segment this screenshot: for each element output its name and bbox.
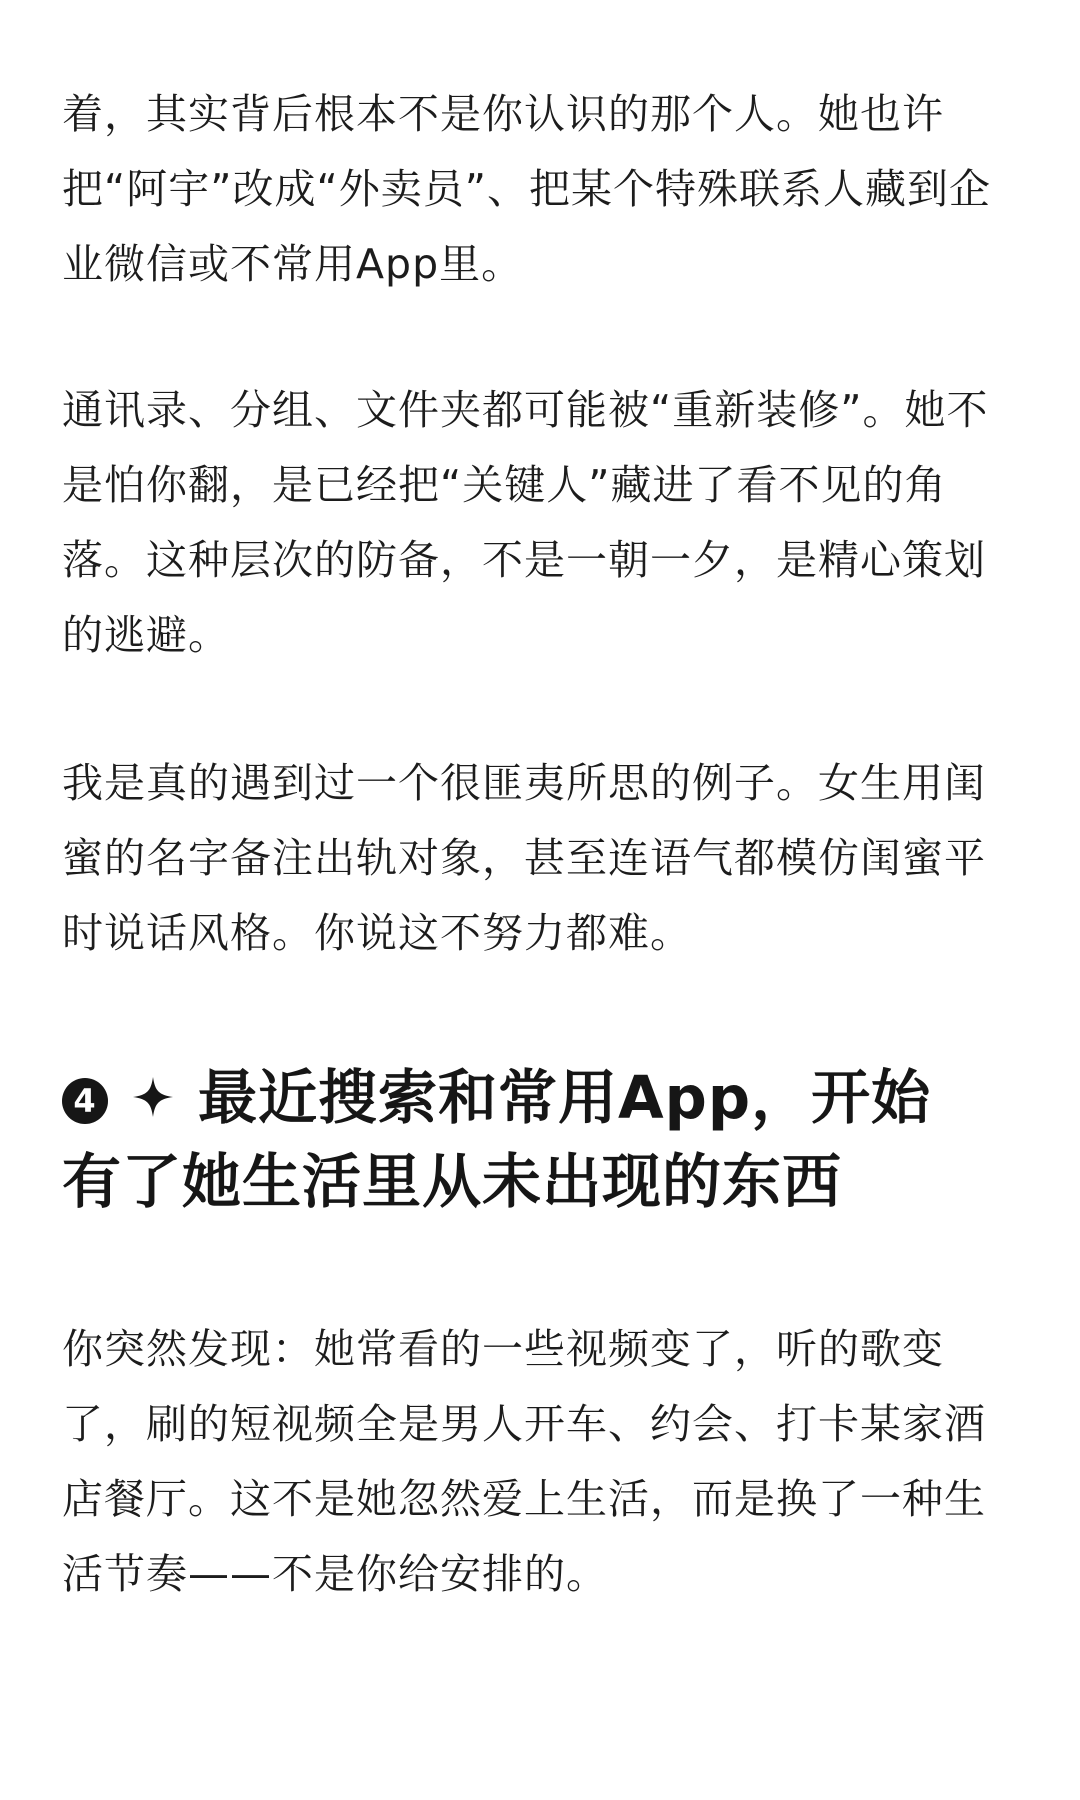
section-heading-text-1: 最近搜索和常用App，开始 — [198, 1063, 932, 1132]
paragraph-line: 把“阿宇”改成“外卖员”、把某个特殊联系人藏到企 — [62, 165, 991, 213]
paragraph-line: 通讯录、分组、文件夹都可能被“重新装修”。她不 — [62, 386, 989, 434]
paragraph-line: 店餐厅。这不是她忽然爱上生活，而是换了一种生 — [62, 1475, 986, 1523]
paragraph-example — [62, 746, 986, 971]
paragraph-hidden-folders — [62, 373, 988, 673]
paragraph-line: 我是真的遇到过一个很匪夷所思的例子。女生用闺 — [62, 759, 986, 807]
paragraph-line: 是怕你翻，是已经把“关键人”藏进了看不见的角 — [62, 461, 947, 509]
section-number-badge: 4 — [62, 1078, 108, 1124]
paragraph-line: 业微信或不常用App里。 — [62, 240, 524, 288]
paragraph-new-interests — [62, 1312, 986, 1612]
paragraph-line: 时说话风格。你说这不努力都难。 — [62, 909, 692, 957]
paragraph-line: 你突然发现：她常看的一些视频变了，听的歌变 — [62, 1325, 944, 1373]
paragraph-line: 的逃避。 — [62, 611, 230, 659]
section-heading-line-2: 有了她生活里从未出现的东西 — [62, 1147, 843, 1216]
paragraph-line: 落。这种层次的防备，不是一朝一夕，是精心策划 — [62, 536, 986, 584]
sparkle-icon — [130, 1074, 176, 1120]
paragraph-line: 蜜的名字备注出轨对象，甚至连语气都模仿闺蜜平 — [62, 834, 986, 882]
paragraph-line: 了，刷的短视频全是男人开车、约会、打卡某家酒 — [62, 1400, 986, 1448]
section-heading-line-1 — [62, 1056, 931, 1140]
paragraph-line: 着，其实背后根本不是你认识的那个人。她也许 — [62, 90, 944, 138]
paragraph-line: 活节奏——不是你给安排的。 — [62, 1550, 608, 1598]
paragraph-contact-names — [62, 77, 991, 302]
section-heading — [62, 1056, 931, 1224]
